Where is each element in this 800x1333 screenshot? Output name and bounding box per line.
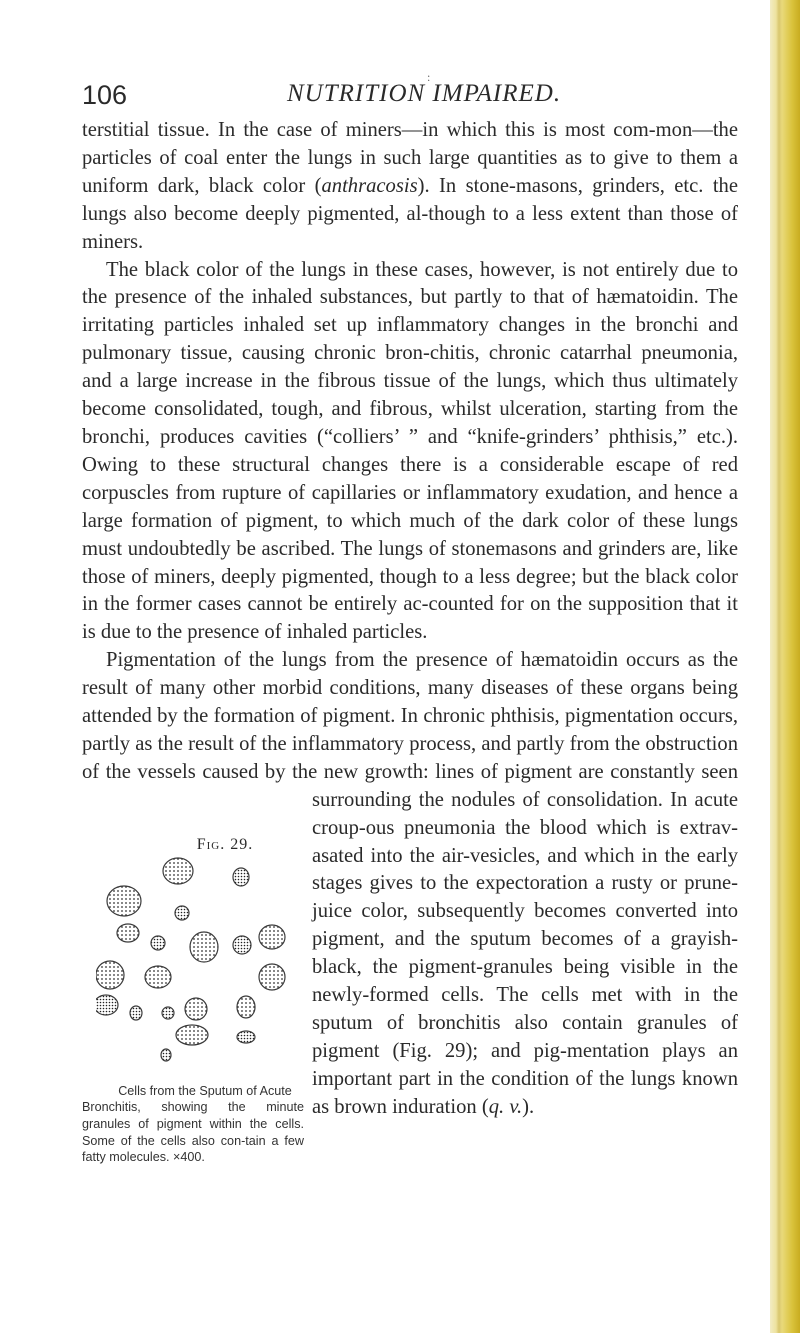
paragraph-3 [82, 647, 738, 1165]
figure-illustration [96, 857, 296, 1079]
page-header [82, 80, 732, 120]
figure-caption [82, 1083, 304, 1166]
cell-8 [233, 936, 251, 954]
page-edge-shadow [776, 0, 782, 1333]
paragraph-3-text-a: Pigmentation of the lungs from the presence of hæmatoidin occurs as the result of many other morbid conditions, many diseases of these organs being attended by the formation of pigment. In chronic phthisis, pigmentation occurs, partly as the result of the inflammatory process, and partly from the obstruction of the vessels caused by the new growth: lines of pigment are constantly seen surrounding the [82, 649, 738, 811]
paragraph-3-text-c: ). [522, 1095, 535, 1118]
cell-14 [130, 1006, 142, 1020]
paragraph-1-text-a: terstitial tissue. In the case of miners—in which this is most com-mon—the particles of coal enter the lungs in such large quantities as to give to them a uniform dark, black color ( [82, 119, 738, 197]
paragraph-3-text-b: nodules of consolidation. In acute croup-ous pneumonia the blood which is extrav-asated into the air-vesicles, and which in the early stages gives to the expectoration a rusty or prune-juice color, subsequently becomes converted into pigment, and the sputum becomes of a grayish-black, the pigment-granules being visible in the newly-formed cells. The cells met with in the sputum of bronchitis also contain granules of pigment (Fig. 29); and pig-mentation plays an important part in the condition of the lungs known as brown induration ( [312, 788, 738, 1118]
cell-10 [96, 961, 124, 989]
cell-9 [259, 925, 285, 949]
cell-13 [96, 995, 118, 1015]
cell-15 [162, 1007, 174, 1019]
cell-17 [237, 996, 255, 1018]
cell-6 [151, 936, 165, 950]
cell-18 [176, 1025, 208, 1045]
page-number: 106 [82, 80, 128, 110]
cell-3 [107, 886, 141, 916]
cell-16 [185, 998, 207, 1020]
paragraph-1-text-b: ). In stone-masons, grinders, etc. the lungs also become deeply pigmented, al-though to a less extent than those of miners. [82, 174, 738, 253]
cell-19 [237, 1031, 255, 1043]
cell-11 [145, 966, 171, 988]
paragraph-2: The black color of the lungs in these cases, however, is not entirely due to the presence of the inhaled substances, but partly to that of hæmatoidin. The irritating particles inhaled set up inflammatory changes in the bronchi and pulmonary tissue, causing chronic bron-chitis, chronic catarrhal pneumonia, and a large increase in the fibrous tissue of the lungs, which thus ultimately become consolidated, tough, and fibrous, whilst ulceration, starting from the bronchi, produces cavities (“colliers’ ” and “knife-grinders’ phthisis,” etc.). Owing to these structural changes there is a considerable escape of red corpuscles from rupture of capillaries or inflammatory exudation, and hence a large formation of pigment, to which much of the dark color of these lungs must undoubtedly be ascribed. The lungs of stonemasons and grinders are, like those of miners, deeply pigmented, though to a less degree; but the black color in the former cases cannot be entirely ac-counted for on the supposition that it is due to the presence of inhaled particles. [82, 258, 738, 644]
cell-1 [163, 858, 193, 884]
cell-2 [233, 868, 249, 886]
cell-7 [190, 932, 218, 962]
running-title: NUTRITION IMPAIRED. [287, 80, 562, 107]
stray-mark: : [427, 70, 431, 84]
figure-caption-rest: Bronchitis, showing the minute granules of pigment within the cells. Some of the cells also con-tain a few fatty molecules. ×400. [82, 1100, 304, 1165]
body-text [82, 117, 738, 1165]
figure-label: Fig. 29. [196, 835, 254, 853]
paragraph-1 [82, 117, 738, 257]
term-anthracosis: anthracosis [321, 174, 418, 197]
page-edge [770, 0, 800, 1333]
figure-29 [82, 787, 304, 1165]
term-qv: q. v. [488, 1095, 523, 1118]
cell-5 [117, 924, 139, 942]
cell-4 [175, 906, 189, 920]
cell-12 [259, 964, 285, 990]
figure-caption-first-line: Cells from the Sputum of Acute [118, 1083, 292, 1098]
cell-20 [161, 1049, 171, 1061]
